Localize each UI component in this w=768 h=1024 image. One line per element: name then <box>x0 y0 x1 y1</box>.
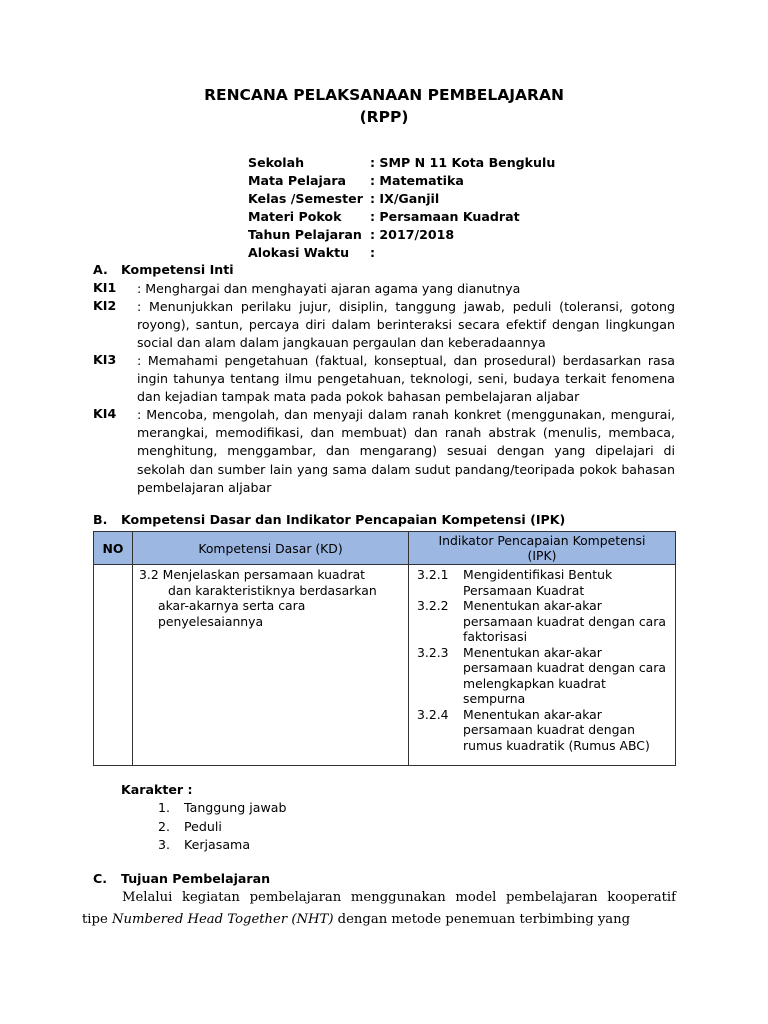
ki2-line: social dan alam dalam jangkauan pergaulan dan keberadaannya <box>137 335 546 351</box>
karakter-item <box>158 837 250 852</box>
ipk-text <box>463 645 669 707</box>
karakter-title: Karakter : <box>121 782 193 797</box>
tujuan-line2-post: dengan metode penemuan terbimbing yang <box>333 912 631 927</box>
karakter-text: Kerjasama <box>184 837 251 852</box>
ki4-code: KI4 <box>93 406 117 421</box>
info-label-kelas: Kelas /Semester <box>248 191 363 206</box>
header-no: NO <box>94 532 133 565</box>
cell-ipk <box>409 565 676 766</box>
tujuan-line2-pre: tipe <box>82 912 112 927</box>
ki1-code: KI1 <box>93 280 117 295</box>
ipk-number: 3.2.3 <box>417 644 449 660</box>
section-c-title: Tujuan Pembelajaran <box>121 871 271 886</box>
header-ipk <box>409 532 676 565</box>
ipk-number: 3.2.4 <box>417 706 449 722</box>
header-ipk-line2: (IPK) <box>527 548 557 563</box>
ipk-text <box>463 567 669 598</box>
ipk-line: faktorisasi <box>463 629 528 644</box>
karakter-number: 1. <box>158 800 171 815</box>
ipk-line: persamaan kuadrat dengan cara <box>463 613 666 629</box>
ki3-code: KI3 <box>93 352 117 367</box>
ki2-line: royong), santun, percaya diri dalam berinteraksi secara efektif dengan lingkungan <box>137 317 675 333</box>
ipk-line: Mengidentifikasi Bentuk <box>463 567 613 582</box>
ki3-line: ingin tahunya tentang ilmu pengetahuan, teknologi, seni, budaya terkait fenomena <box>137 371 675 387</box>
kd-line: akar-akarnya serta cara <box>158 598 306 613</box>
header-kd: Kompetensi Dasar (KD) <box>133 532 409 565</box>
info-value-mapel: : Matematika <box>370 173 464 188</box>
ipk-number: 3.2.2 <box>417 598 449 613</box>
ki4-line: pembelajaran aljabar <box>137 479 272 495</box>
karakter-item <box>158 800 286 815</box>
ipk-line: Menentukan akar-akar <box>463 598 602 613</box>
ipk-list <box>409 565 675 753</box>
table-header-row <box>94 532 676 565</box>
kd-line: 3.2 Menjelaskan persamaan kuadrat <box>139 567 366 582</box>
ki1-line: : Menghargai dan menghayati ajaran agama yang dianutnya <box>137 281 521 296</box>
ipk-line: melengkapkan kuadrat <box>463 675 606 691</box>
karakter-item <box>158 819 222 834</box>
header-ipk-line1: Indikator Pencapaian Kompetensi <box>438 533 646 548</box>
document-subtitle: (RPP) <box>359 108 409 126</box>
ipk-text <box>463 707 669 754</box>
info-value-sekolah: : SMP N 11 Kota Bengkulu <box>370 155 556 170</box>
info-label-sekolah: Sekolah <box>248 155 305 170</box>
ki4-line: merangkai, memodifikasi, dan membuat) dan ranah abstrak (menulis, membaca, <box>137 425 675 441</box>
ipk-item <box>417 567 669 598</box>
ki4-text <box>137 406 675 497</box>
ipk-line: Menentukan akar-akar <box>463 644 602 660</box>
ki3-line: dan kejadian tampak mata pada pokok bahasan pembelajaran aljabar <box>137 389 580 405</box>
section-b-letter: B. <box>93 512 108 527</box>
info-value-kelas: : IX/Ganjil <box>370 191 440 206</box>
tujuan-line2-italic: Numbered Head Together (NHT) <box>111 912 334 927</box>
kd-line: dan karakteristiknya berdasarkan <box>168 582 377 598</box>
cell-kd <box>133 565 409 766</box>
ipk-item <box>417 707 669 754</box>
section-b-title: Kompetensi Dasar dan Indikator Pencapaian Kompetensi (IPK) <box>121 512 566 527</box>
cell-no <box>94 565 133 766</box>
ipk-line: sempurna <box>463 691 526 706</box>
section-c-letter: C. <box>93 871 108 886</box>
ki4-line: menghitung, menggambar, dan mengarang) sesuai dengan yang dipelajari di <box>137 443 675 459</box>
ki3-line: : Memahami pengetahuan (faktual, konseptual, dan prosedural) berdasarkan rasa <box>137 353 675 368</box>
tujuan-line1: Melalui kegiatan pembelajaran menggunakan model pembelajaran kooperatif <box>122 890 676 905</box>
info-label-materi: Materi Pokok <box>248 209 342 224</box>
section-a-letter: A. <box>93 262 108 277</box>
karakter-text: Peduli <box>184 819 222 834</box>
ki4-line: sekolah dan sumber lain yang sama dalam sudut pandang/teoripada pokok bahasan <box>137 461 675 477</box>
ipk-line: Persamaan Kuadrat <box>463 582 585 598</box>
ipk-line: persamaan kuadrat dengan <box>463 722 635 737</box>
ipk-line: Menentukan akar-akar <box>463 706 602 722</box>
info-value-materi: : Persamaan Kuadrat <box>370 209 520 224</box>
document-title: RENCANA PELAKSANAAN PEMBELAJARAN <box>204 86 564 104</box>
ki2-code: KI2 <box>93 298 117 313</box>
kd-line: penyelesaiannya <box>158 613 264 629</box>
ki2-text <box>137 298 675 353</box>
karakter-text: Tanggung jawab <box>184 800 287 815</box>
ipk-text <box>463 598 669 645</box>
ki2-line: : Menunjukkan perilaku jujur, disiplin, tanggung jawab, peduli (toleransi, gotong <box>137 299 675 314</box>
info-value-tahun: : 2017/2018 <box>370 227 455 242</box>
ki1-text <box>137 280 675 298</box>
table-row <box>94 565 676 766</box>
ipk-number: 3.2.1 <box>417 567 449 582</box>
karakter-number: 2. <box>158 819 171 834</box>
section-a-title: Kompetensi Inti <box>121 262 234 277</box>
ki3-text <box>137 352 675 407</box>
tujuan-line2 <box>82 912 676 927</box>
ipk-line: rumus kuadratik (Rumus ABC) <box>463 737 650 753</box>
info-label-mapel: Mata Pelajara <box>248 173 347 188</box>
karakter-number: 3. <box>158 837 171 852</box>
kd-text <box>133 565 408 629</box>
ipk-line: persamaan kuadrat dengan cara <box>463 660 666 675</box>
info-label-tahun: Tahun Pelajaran <box>248 227 362 242</box>
kd-ipk-table <box>93 531 676 766</box>
info-value-alokasi: : <box>370 245 376 260</box>
ki4-line: : Mencoba, mengolah, dan menyaji dalam ranah konkret (menggunakan, mengurai, <box>137 407 675 422</box>
info-label-alokasi: Alokasi Waktu <box>248 245 350 260</box>
ipk-item <box>417 598 669 645</box>
ipk-item <box>417 645 669 707</box>
